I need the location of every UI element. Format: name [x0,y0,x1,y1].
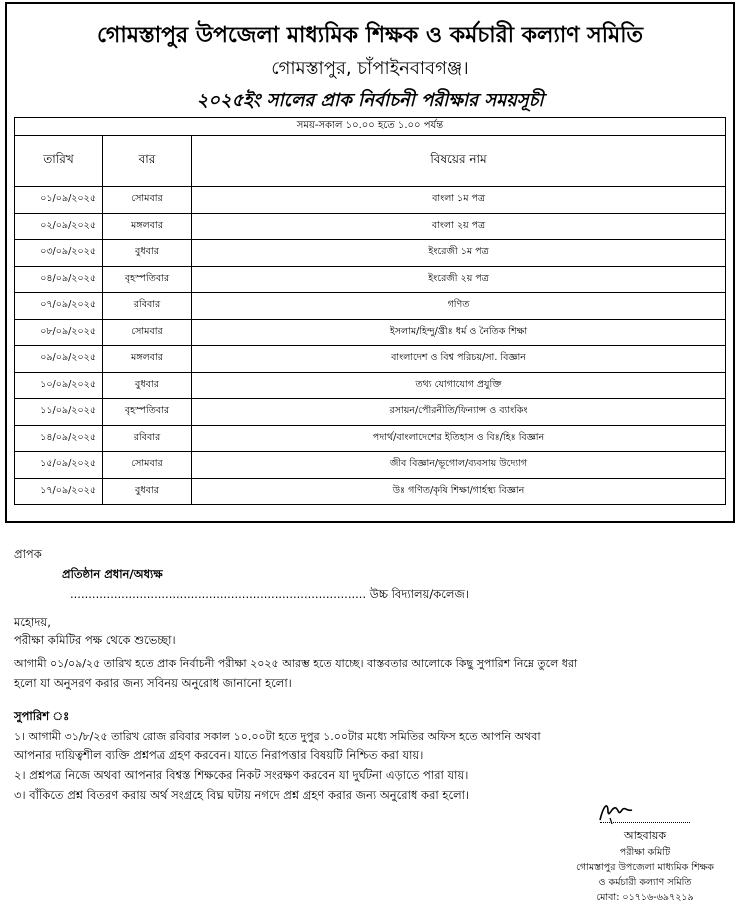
date-cell: ১৭/০৯/২০২৫ [15,478,103,505]
schedule-table [14,117,726,505]
day-cell: বৃহস্পতিবার [103,266,192,293]
recommendation-2: ২। প্রশ্নপত্র নিজে অথবা আপনার বিশ্বস্ত শিক্ষকের নিকট সংরক্ষণ করবেন যা দুর্ঘটনা এড়াতে পারা যায়। [14,768,469,782]
date-cell: ০২/০৯/২০২৫ [15,213,103,240]
table-row [15,452,726,479]
subject-cell: গণিত [192,293,726,320]
signature-org-line-2: ও কর্মচারী কল্যাণ সমিতি [598,877,692,888]
recipient: প্রতিষ্ঠান প্রধান/অধ্যক্ষ [62,567,163,581]
school-line: ................................................................................. উচ্চ বিদ্যালয়/কলেজ। [70,587,469,601]
signature-line [600,822,690,823]
day-cell: রবিবার [103,293,192,320]
subject-cell: পদার্থ/বাংলাদেশের ইতিহাস ও বিঃ/হিঃ বিজ্ঞান [192,425,726,452]
subject-cell: ইসলাম/হিন্দু/খ্রীঃ ধর্ম ও নৈতিক শিক্ষা [192,319,726,346]
schedule-title: ২০২৫ইং সালের প্রাক নির্বাচনী পরীক্ষার সময়সূচী [196,90,544,111]
table-row [15,346,726,373]
table-row [15,372,726,399]
signature-committee: পরীক্ষা কমিটি [619,847,671,858]
body-line-1: আগামী ০১/০৯/২৫ তারিখ হতে প্রাক নির্বাচনী পরীক্ষা ২০২৫ আরম্ভ হতে যাচ্ছে। বাস্তবতার আলোকে কিছু সুপারিশ নিম্নে তুলে ধরা [14,657,578,670]
subject-cell: উঃ গণিত/কৃষি শিক্ষা/গার্হস্থ্য বিজ্ঞান [192,478,726,505]
recommendation-label: সুপারিশ ঃ [14,709,70,723]
table-row [15,399,726,426]
col-date-header: তারিখ [15,136,103,187]
recommendation-1-line-1: ১। আগামী ৩১/৮/২৫ তারিখ রোজ রবিবার সকাল ১০.০০টা হতে দুপুর ১.০০টার মধ্যে সমিতির অফিস হতে আপনি অথবা [14,730,541,743]
date-cell: ১৪/০৯/২০২৫ [15,425,103,452]
subject-cell: জীব বিজ্ঞান/ভূগোল/ব্যবসায় উদ্যোগ [192,452,726,479]
date-cell: ১১/০৯/২০২৫ [15,399,103,426]
table-row [15,425,726,452]
time-cell: সময়-সকাল ১০.০০ হতে ১.০০ পর্যন্ত [15,118,726,136]
table-row [15,293,726,320]
table-row [15,213,726,240]
day-cell: বুধবার [103,372,192,399]
org-title: গোমস্তাপুর উপজেলা মাধ্যমিক শিক্ষক ও কর্মচারী কল্যাণ সমিতি [96,23,644,48]
day-cell: মঙ্গলবার [103,213,192,240]
signature-role: আহবায়ক [623,829,667,842]
table-row [15,478,726,505]
subject-cell: বাংলা ১ম পত্র [192,187,726,214]
date-cell: ০১/০৯/২০২৫ [15,187,103,214]
subject-cell: বাংলাদেশ ও বিশ্ব পরিচয়/সা. বিজ্ঞান [192,346,726,373]
location: গোমস্তাপুর, চাঁপাইনবাবগঞ্জ। [271,58,469,79]
date-cell: ১৫/০৯/২০২৫ [15,452,103,479]
recipient-label: প্রাপক [14,547,42,561]
signature-phone: মোবা: ০১৭১৬-৬৯৭২১৯ [596,892,694,903]
subject-cell: ইংরেজী ১ম পত্র [192,240,726,267]
subject-cell: ইংরেজী ২য় পত্র [192,266,726,293]
salutation: মহোদয়, [14,615,51,629]
recommendation-1-line-2: আপনার দায়িত্বশীল ব্যক্তি প্রশ্নপত্র গ্রহণ করবেন। যাতে নিরাপত্তার বিষয়টি নিশ্চিত করা যায়। [14,748,424,762]
day-cell: রবিবার [103,425,192,452]
col-subject-header: বিষয়ের নাম [192,136,726,187]
recommendation-3: ৩। বাঁকিতে প্রশ্ন বিতরণ করায় অর্থ সংগ্রহে বিঘ্ন ঘটায় নগদে প্রশ্ন গ্রহণ করার জন্য অনুরোধ করা হলো। [14,788,470,802]
day-cell: মঙ্গলবার [103,346,192,373]
time-row [15,118,726,136]
date-cell: ০৭/০৯/২০২৫ [15,293,103,320]
subject-cell: বাংলা ২য় পত্র [192,213,726,240]
signature-org-line-1: গোমস্তাপুর উপজেলা মাধ্যমিক শিক্ষক [576,862,714,873]
day-cell: সোমবার [103,452,192,479]
day-cell: বুধবার [103,240,192,267]
body-line-2: হলো যা অনুসরণ করার জন্য সবিনয় অনুরোধ জানানো হলো। [14,676,292,690]
date-cell: ১০/০৯/২০২৫ [15,372,103,399]
col-day-header: বার [103,136,192,187]
day-cell: সোমবার [103,319,192,346]
table-row [15,187,726,214]
subject-cell: রসায়ন/পৌরনীতি/ফিন্যান্স ও ব্যাংকিং [192,399,726,426]
day-cell: সোমবার [103,187,192,214]
date-cell: ০৩/০৯/২০২৫ [15,240,103,267]
table-row [15,319,726,346]
table-row [15,266,726,293]
subject-cell: তথ্য যোগাযোগ প্রযুক্তি [192,372,726,399]
day-cell: বুধবার [103,478,192,505]
header-row [15,136,726,187]
date-cell: ০৯/০৯/২০২৫ [15,346,103,373]
date-cell: ০৮/০৯/২০২৫ [15,319,103,346]
greeting: পরীক্ষা কমিটির পক্ষ থেকে শুভেচ্ছা। [14,633,176,647]
day-cell: বৃহস্পতিবার [103,399,192,426]
table-row [15,240,726,267]
date-cell: ০৪/০৯/২০২৫ [15,266,103,293]
